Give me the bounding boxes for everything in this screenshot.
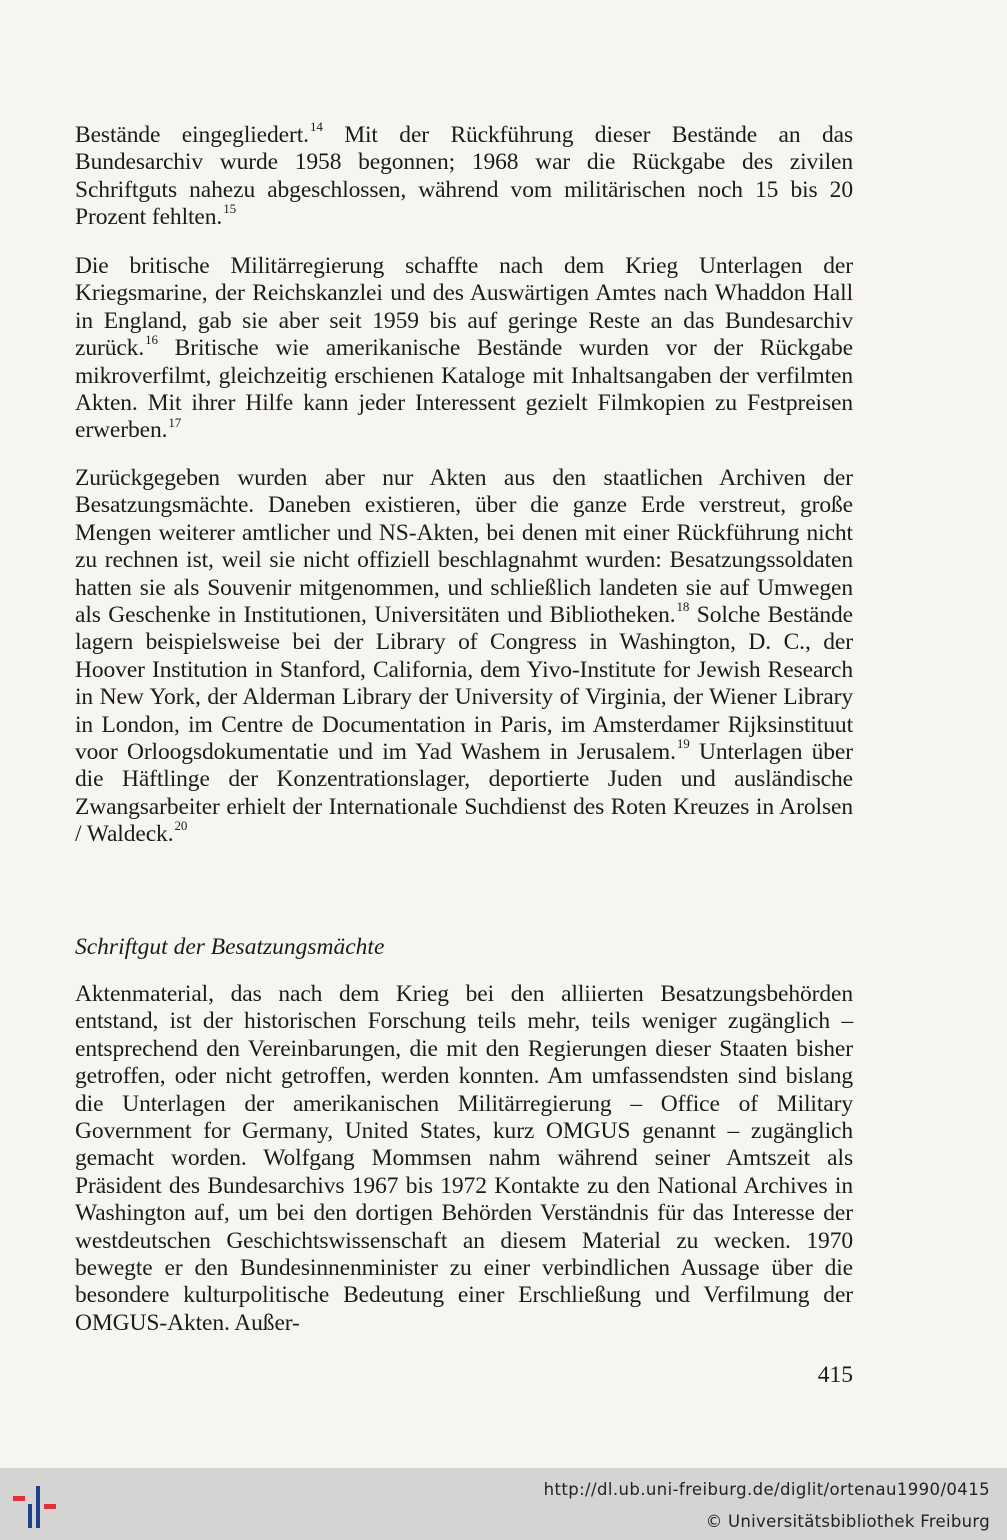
footnote-reference: 16 bbox=[145, 332, 158, 348]
paragraph-text: Aktenmaterial, das nach dem Krieg bei den alliierten Besatzungsbehörden entstand, ist der historischen Forschung teils mehr, teils weniger zugänglich – entsprechend den Vereinbarungen, die mit den Regierungen dieser Staaten bisher getroffen, oder nicht getroffen, werden konnten. Am umfassendsten sind bislang die Unterlagen der amerikanischen Militärregierung – Office of Military Government for Germany, United States, kurz OMGUS genannt – zugänglich gemacht worden. Wolfgang Mommsen nahm während seiner Amtszeit als Präsident des Bundesarchivs 1967 bis 1972 Kontakte zu den National Archives in Washington auf, um bei den dortigen Behörden Verständnis für das Interesse der westdeutschen Geschichtswissenschaft an diesem Material zu wecken. 1970 bewegte er den Bundesinnenminister zu einer verbindlichen Aussage über die besondere kulturpolitische Bedeutung einer Erschließung und Verfilmung der OMGUS-Akten. Außer- bbox=[75, 981, 853, 1336]
paragraph-text: Solche Bestände lagern beispielsweise bei der Library of Congress in Washington, D. C., der Hoover Institution in Stanford, California, dem Yivo-Institute for Jewish Research in New York, der Alderman Library der University of Virginia, der Wiener Library in London, im Centre de Documentation in Paris, im Amsterdamer Rijksinstituut voor Orloogsdokumentatie und im Yad Washem in Jerusalem. bbox=[75, 602, 853, 766]
paragraph-2 bbox=[75, 253, 853, 445]
footnote-reference: 18 bbox=[676, 599, 690, 615]
footer-copyright: © Universitätsbibliothek Freiburg bbox=[705, 1512, 990, 1531]
page-number: 415 bbox=[817, 1362, 853, 1388]
footer-url-link[interactable]: http://dl.ub.uni-freiburg.de/diglit/ortenau1990/0415 bbox=[543, 1480, 990, 1499]
footnote-reference: 19 bbox=[676, 736, 690, 752]
paragraph-4 bbox=[75, 981, 853, 1337]
ub-freiburg-logo-icon bbox=[10, 1480, 66, 1532]
footnote-reference: 15 bbox=[223, 201, 236, 217]
footer-bar bbox=[0, 1468, 1007, 1540]
paragraph-3 bbox=[75, 465, 853, 849]
paragraph-text: Mit der Rückführung dieser Bestände an das Bundesarchiv wurde 1958 begonnen; 1968 war die Rückgabe des zivilen Schriftguts nahezu abgeschlossen, während vom militärischen noch 15 bis 20 Prozent fehlten. bbox=[75, 122, 853, 231]
paragraph-text: Unterlagen über die Häftlinge der Konzentrationslager, deportierte Juden und ausländische Zwangsarbeiter erhielt der Internationale Suchdienst des Roten Kreuzes in Arolsen / Waldeck. bbox=[75, 739, 853, 848]
paragraph-text: Die britische Militärregierung schaffte nach dem Krieg Unterlagen der Kriegsmarine, der Reichskanzlei und des Auswärtigen Amtes nach Whaddon Hall in England, gab sie aber seit 1959 bis auf geringe Reste an das Bundesarchiv zurück. bbox=[75, 253, 853, 362]
paragraph-1 bbox=[75, 119, 853, 232]
footnote-reference: 14 bbox=[309, 119, 323, 135]
paragraph-text: Zurückgegeben wurden aber nur Akten aus den staatlichen Archiven der Besatzungsmächte. Daneben existieren, über die ganze Erde verstreut, große Mengen weiterer amtlicher und NS-Akten, bei denen mit einer Rückführung nicht zu rechnen ist, weil sie nicht offiziell beschlagnahmt wurden: Besatzungssoldaten hatten sie als Souvenir mitgenommen, und schließlich landeten sie auf Umwegen als Geschenke in Institutionen, Universitäten und Bibliotheken. bbox=[75, 465, 853, 629]
paragraph-text: Britische wie amerikanische Bestände wurden vor der Rückgabe mikroverfilmt, gleichzeitig erschienen Kataloge mit Inhaltsangaben der verfilmten Akten. Mit ihrer Hilfe kann jeder Interessent gezielt Filmkopien zu Festpreisen erwerben. bbox=[75, 335, 853, 444]
footnote-reference: 20 bbox=[174, 818, 188, 834]
paragraph-text: Bestände eingegliedert. bbox=[75, 122, 309, 148]
footnote-reference: 17 bbox=[168, 414, 182, 430]
section-heading: Schriftgut der Besatzungsmächte bbox=[75, 934, 385, 960]
